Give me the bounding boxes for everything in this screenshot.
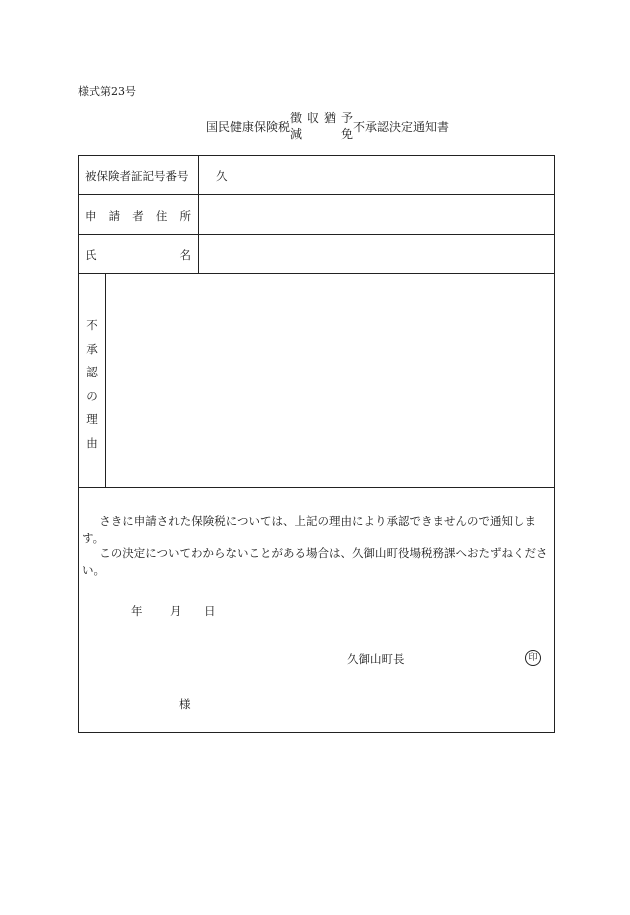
- insured-number-value: 久: [216, 169, 228, 183]
- row-divider: [79, 487, 554, 488]
- notice-paragraph-1: さきに申請された保険税については、上記の理由により承認できませんので通知します。: [82, 514, 537, 545]
- title-prefix: 国民健康保険税: [206, 120, 291, 134]
- label-char: 氏: [85, 248, 97, 262]
- label-char: 申: [85, 209, 97, 223]
- label-char: の: [86, 388, 98, 403]
- title-stack-bottom: 免: [341, 127, 354, 141]
- name-label: [85, 247, 191, 263]
- label-column-divider: [198, 156, 199, 273]
- form-number: 様式第23号: [78, 85, 136, 98]
- title-stack-col-2: [307, 112, 319, 124]
- reason-label: [79, 314, 105, 455]
- date-day: 日: [204, 604, 216, 618]
- title-stack-top: 徴: [290, 111, 303, 125]
- notice-paragraph-2: この決定についてわからないことがある場合は、久御山町役場税務課へおたずねください。: [82, 546, 548, 577]
- label-char: 名: [179, 248, 191, 262]
- title-stack-top: 猶: [324, 111, 337, 125]
- title-suffix: 不承認決定通知書: [353, 120, 450, 134]
- label-char: 不: [86, 318, 98, 332]
- recipient-honorific: 様: [179, 697, 191, 711]
- label-char: 認: [86, 365, 98, 379]
- title-stack-col-1: [290, 112, 302, 140]
- issuer-name: 久御山町長: [347, 652, 405, 666]
- label-char: 承: [86, 341, 98, 356]
- row-divider: [79, 234, 554, 235]
- label-char: 由: [86, 435, 98, 450]
- label-char: 理: [86, 412, 98, 426]
- date-month: 月: [170, 604, 182, 618]
- date-year: 年: [131, 604, 143, 618]
- label-char: 請: [108, 209, 121, 223]
- applicant-address-label: [85, 208, 191, 224]
- reason-label-divider: [105, 273, 106, 487]
- label-char: 所: [179, 209, 191, 223]
- title-stack-col-4: [341, 112, 353, 140]
- title-stack-col-3: [324, 112, 336, 124]
- label-char: 住: [155, 209, 168, 223]
- title-stack-bottom: 減: [290, 127, 303, 141]
- row-divider: [79, 273, 554, 274]
- title-stack-top: 収: [307, 111, 320, 125]
- title-stack-top: 予: [341, 111, 354, 125]
- seal-mark: 印: [525, 650, 541, 666]
- notice-form: [78, 155, 555, 733]
- row-divider: [79, 194, 554, 195]
- insured-number-label: 被保険者証記号番号: [85, 169, 189, 183]
- label-char: 者: [132, 209, 144, 223]
